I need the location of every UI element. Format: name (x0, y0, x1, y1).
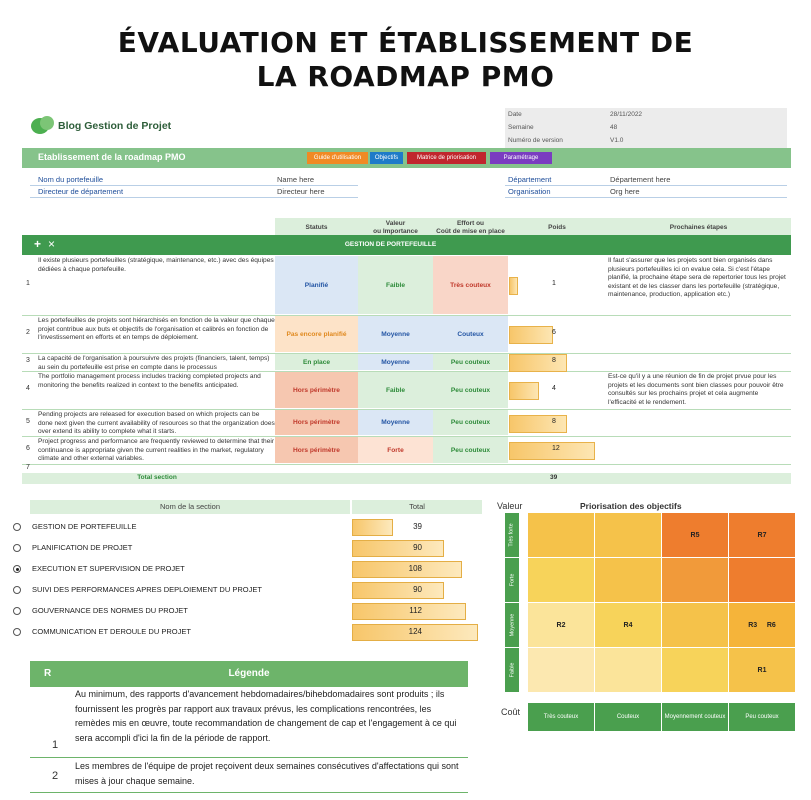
summary-header-name: Nom de la section (30, 500, 350, 514)
weight-value: 12 (552, 445, 560, 452)
total-label: Total section (137, 474, 177, 481)
matrix-title: Priorisation des objectifs (580, 501, 682, 511)
value-cell[interactable]: Moyenne (358, 410, 433, 435)
section-radio[interactable] (13, 586, 21, 594)
divider (30, 185, 358, 186)
row-number: 2 (26, 329, 30, 336)
weight-bar (509, 277, 518, 295)
weight-value: 1 (552, 280, 556, 287)
matrix-row-label (505, 603, 519, 647)
matrix-cell-label: R2 (556, 622, 566, 629)
matrix-cell-label: R3 R6 (748, 622, 776, 629)
total-value: 39 (550, 474, 558, 481)
legend-header (30, 661, 468, 687)
matrix-cell (662, 558, 728, 602)
section-radio[interactable] (13, 544, 21, 552)
matrix-cell-label: R1 (757, 667, 767, 674)
matrix-cell (528, 513, 594, 557)
table-row (22, 255, 791, 316)
summary-section-label: SUIVI DES PERFORMANCES APRES DEPLOIEMENT DU PROJET (32, 585, 262, 594)
weight-value: 8 (552, 357, 556, 364)
expand-plus-icon[interactable]: + (34, 237, 42, 251)
value-cell[interactable]: Forte (358, 437, 433, 463)
header-effort-line2: Coût de mise en place (436, 228, 505, 235)
matrix-cell (729, 513, 795, 557)
effort-cell[interactable]: Peu couteux (433, 437, 508, 463)
header-etapes: Prochaines étapes (606, 218, 791, 238)
effort-cell[interactable]: Peu couteux (433, 354, 508, 370)
matrix-cell (662, 513, 728, 557)
settings-button[interactable]: Paramétrage (490, 152, 552, 164)
matrix-cell (729, 648, 795, 692)
matrix-cell-label: R5 (690, 532, 700, 539)
weight-bar (509, 326, 553, 344)
matrix-cell (729, 603, 795, 647)
meta-week-value: 48 (610, 124, 618, 131)
matrix-col-label: Peu couteux (729, 703, 795, 731)
meta-version-label: Numéro de version (508, 137, 563, 144)
matrix-y-axis-label: Valeur (497, 501, 523, 511)
matrix-cell (595, 513, 661, 557)
section-title: GESTION DE PORTEFEUILLE (344, 241, 437, 248)
row-number: 7 (26, 463, 30, 471)
legend-r-label: R (44, 668, 52, 679)
portfolio-name-label: Nom du portefeuille (38, 175, 104, 184)
title-line-2: LA ROADMAP PMO (256, 60, 555, 93)
organisation-label: Organisation (508, 187, 551, 196)
matrix-cell-label: R4 (623, 622, 633, 629)
summary-value: 124 (408, 627, 422, 636)
organisation-field[interactable]: Org here (610, 187, 640, 196)
legend-item (30, 758, 468, 793)
status-cell[interactable]: Hors périmètre (275, 437, 358, 463)
summary-header-total: Total (352, 500, 482, 514)
matrix-cell (662, 603, 728, 647)
effort-cell[interactable]: Couteux (433, 316, 508, 352)
matrix-row-label-text: Très forte (509, 523, 515, 547)
next-steps-text: Est-ce qu'il y a une réunion de fin de projet prvue pour les projets et les documents sont bien classes pour pouvoir être consultés sur les prochains projet et cela augmente l'efficacité et le rendement. (608, 373, 784, 406)
title-line-1: ÉVALUATION ET ÉTABLISSEMENT DE (117, 26, 694, 59)
matrix-x-axis-label: Coût (501, 707, 521, 717)
effort-cell[interactable]: Très couteux (433, 256, 508, 314)
summary-section-label: GOUVERNANCE DES NORMES DU PROJET (32, 606, 188, 615)
matrix-cell (528, 558, 594, 602)
matrix-col-label: Très couteux (528, 703, 594, 731)
guide-button[interactable]: Guide d'utilisation (307, 152, 368, 164)
meta-version-value: V1.0 (610, 137, 624, 144)
row-number: 5 (26, 417, 30, 425)
matrix-cell (662, 648, 728, 692)
row-criterion: The portfolio management process includes tracking completed projects and monitoring the benefits realized in context to the benefits anticipated. (38, 373, 261, 389)
value-cell[interactable]: Moyenne (358, 354, 433, 370)
header-effort-line1: Effort ou (456, 220, 485, 227)
row-criterion: Pending projects are released for execution based on which projects can be done next given the current availability of resources so that the organization does over extend its ability to complete what it starts. (38, 411, 275, 435)
meta-date-label: Date (508, 111, 522, 118)
matrix-cell (595, 558, 661, 602)
header-valeur-line2: ou Importance (373, 228, 418, 235)
row-number: 1 (26, 280, 30, 287)
effort-cell[interactable]: Peu couteux (433, 410, 508, 435)
section-radio[interactable] (13, 565, 21, 573)
status-cell[interactable]: Hors périmètre (275, 410, 358, 435)
row-criterion: Les portefeuilles de projets sont hiérarchisés en fonction de la valeur que chaque projet contribue aux buts et objectifs de l'organisation et calibrés en fonction de l'investissement en efforts et en temps de déploiement. (38, 317, 275, 341)
table-row (22, 315, 791, 354)
matrix-cell (528, 603, 594, 647)
matrix-cell (528, 648, 594, 692)
header-statuts: Statuts (275, 218, 358, 238)
matrix-row-label (505, 558, 519, 602)
section-radio[interactable] (13, 628, 21, 636)
summary-value: 39 (413, 522, 422, 531)
weight-value: 6 (552, 329, 556, 336)
row-number: 6 (26, 445, 30, 452)
status-cell[interactable]: Pas encore planifié (275, 316, 358, 352)
director-label: Directeur de département (38, 187, 124, 196)
value-cell[interactable]: Faible (358, 256, 433, 314)
weight-value: 8 (552, 417, 556, 425)
row-criterion: Project progress and performance are frequently reviewed to determine that their continuance is appropriate given the current realities in the market, regulatory climate and other external variables. (38, 438, 275, 462)
matrix-cell (595, 648, 661, 692)
matrix-row-label-text: Forte (509, 573, 515, 587)
row-criterion: La capacité de l'organisation à poursuivre des projets (financiers, talent, temps) au sein du portefeuille est prise en compte dans le processus (38, 355, 270, 371)
divider (505, 185, 787, 186)
summary-section-label: EXECUTION ET SUPERVISION DE PROJET (32, 564, 185, 573)
weight-bar (509, 354, 567, 372)
row-criterion: Il existe plusieurs portefeuilles (stratégique, maintenance, etc.) avec des équipes dédiées à chaque portefeuille. (38, 257, 274, 273)
meta-date-value: 28/11/2022 (610, 111, 643, 118)
summary-value: 108 (408, 564, 422, 573)
logo-text: Blog Gestion de Projet (58, 120, 172, 132)
total-row (22, 473, 791, 484)
value-cell[interactable]: Faible (358, 372, 433, 408)
status-cell[interactable]: Hors périmètre (275, 372, 358, 408)
weight-value: 4 (552, 385, 556, 392)
weight-bar (509, 382, 539, 400)
meta-week-label: Semaine (508, 124, 534, 131)
summary-value: 112 (409, 606, 422, 615)
summary-section-label: PLANIFICATION DE PROJET (32, 543, 133, 552)
collapse-cross-icon[interactable]: × (48, 237, 56, 251)
portfolio-name-field[interactable]: Name here (277, 175, 315, 184)
summary-section-label: COMMUNICATION ET DEROULE DU PROJET (32, 627, 191, 636)
director-field[interactable]: Directeur here (277, 187, 325, 196)
status-cell[interactable]: En place (275, 354, 358, 370)
next-steps-text: Il faut s'assurer que les projets sont bien organisés dans plusieurs portefeuilles ici on evalue cela. Si c'est l'étape planifié, la prochaine étape sera de repertorier tous les projet existant et de les classer dans les portefeuille (stratégique, maintenance, production, application etc.) (608, 257, 786, 298)
value-cell[interactable]: Moyenne (358, 316, 433, 352)
matrix-row-label (505, 513, 519, 557)
priority-matrix-button[interactable]: Matrice de priorisation (407, 152, 486, 164)
objectives-button[interactable]: Objectifs (370, 152, 403, 164)
legend-item-num: 1 (52, 739, 59, 751)
legend-item-text: Au minimum, des rapports d'avancement hebdomadaires/bihebdomadaires sont produits ; ils fournissent les progrès par rapport aux travaux prévus, les complications rencontrées, les remèdes mis en œuvre, toute recommandation de changement de cap et l'engagement à ce qui sera accompli d'ici la fin de la période de rapport. (75, 689, 457, 743)
table-row (22, 353, 791, 372)
weight-bar (509, 415, 567, 433)
divider (30, 197, 358, 198)
section-radio[interactable] (13, 523, 21, 531)
row-number: 4 (26, 385, 30, 392)
status-cell[interactable]: Planifié (275, 256, 358, 314)
summary-value: 90 (413, 543, 422, 552)
section-radio[interactable] (13, 607, 21, 615)
summary-section-label: GESTION DE PORTEFEUILLE (32, 522, 137, 531)
table-row (22, 409, 791, 437)
matrix-cell (729, 558, 795, 602)
matrix-row-label-text: Moyenne (509, 613, 516, 637)
legend-title: Légende (228, 668, 270, 679)
summary-value: 90 (413, 585, 422, 594)
legend-item-text: Les membres de l'équipe de projet reçoivent deux semaines consécutives d'affectations qui sont mises à jour chaque semaine. (75, 761, 459, 786)
matrix-row-label (505, 648, 519, 692)
row-number: 3 (26, 357, 30, 364)
header-poids: Poids (508, 218, 606, 238)
department-field[interactable]: Département here (610, 175, 671, 184)
matrix-col-label: Moyennement couteux (662, 703, 728, 731)
table-row (22, 436, 791, 465)
legend-item (30, 687, 468, 758)
page-title (0, 26, 811, 94)
department-label: Département (508, 175, 552, 184)
matrix-cell (595, 603, 661, 647)
divider (505, 197, 787, 198)
header-valeur-line1: Valeur (385, 220, 406, 227)
matrix-row-label-text: Faible (509, 662, 516, 678)
effort-cell[interactable]: Peu couteux (433, 372, 508, 408)
legend-item-num: 2 (52, 770, 59, 782)
matrix-col-label: Couteux (595, 703, 661, 731)
matrix-cell-label: R7 (757, 532, 767, 539)
leaf-logo-icon (30, 114, 56, 136)
table-row (22, 371, 791, 410)
header-title: Etablissement de la roadmap PMO (38, 152, 186, 162)
